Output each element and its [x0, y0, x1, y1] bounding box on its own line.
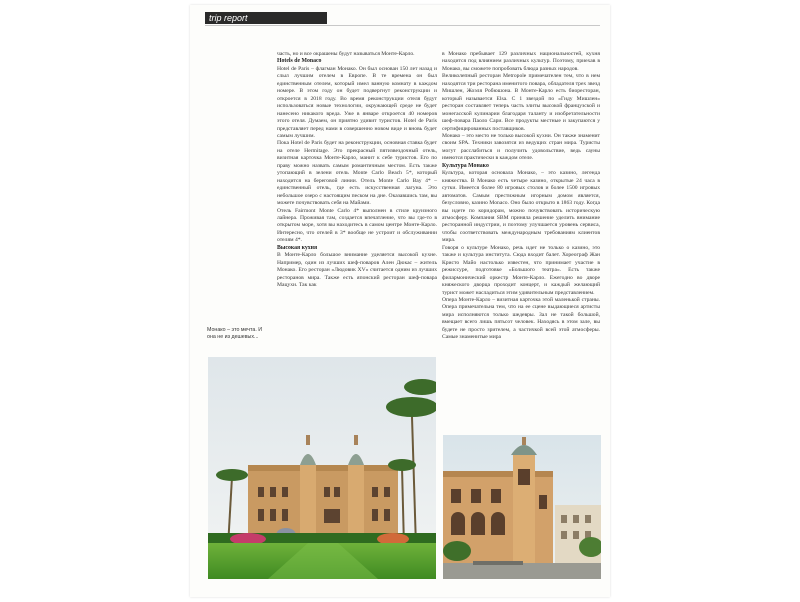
- article-column-right: [442, 51, 600, 342]
- magazine-page: [190, 5, 610, 597]
- paragraph: в Монако пребывает 129 различных национальностей, кухня находится под влиянием различных культур. Поэтому, приехав в Монако, вы сможете попробовать блюда разных народов.: [442, 51, 600, 72]
- paragraph: В Монте-Карло большое внимание уделяется высокой кухне. Например, один из лучших шеф-поваров Ален Дюкас – житель Монако. Его ресторан «Людовик XV» считается одним из лучших ресторанов мира. Также есть японский ресторан шеф-повара Мацухи. Так как: [277, 252, 437, 289]
- paragraph: Опера Монте-Карло – визитная карточка этой маленькой страны. Опера примечательна тем, что на ее сцене выдающиеся артисты мира исполняются только шедевры. Зал не такой большой, вмещает всего лишь пятьсот человек. Находясь в этом зале, вы будете не просто зрителем, а частичкой всей этой атмосферы. Самые знаменитые мира: [442, 296, 600, 341]
- photo-caption: Монако – это мечта. И она не из дешевых...: [207, 327, 263, 340]
- casino-photo: [208, 357, 436, 579]
- section-header-label: trip report: [209, 13, 248, 23]
- paragraph: Культура, которая основала Монако, – это казино, легенда княжества. В Монако есть четыре казино, открытые 24 часа в сутки. Имеется более 80 игровых столов и более 1500 игровых автоматов. Самым престижным игорным домом является, безусловно, казино Monaco. Оно было открыто в 1863 году. Когда вы идете по коридорам, можно почувствовать историческую атмосферу. Компания SBM приняла решение уделить внимание ресторанной индустрии, и поэтому улучшается уровень сервиса, чтобы соответствовать международным требованиям клиентов мира.: [442, 170, 600, 244]
- casino-facade-photo: [443, 435, 601, 579]
- article-column-left: [277, 51, 437, 290]
- paragraph: Пока Hotel de Paris будет на реконструкции, основная ставка будет на отеле Hermitage. Это прекрасный пятизвездочный отель, визитная карточка Монте-Карло, манит к себе туристов. Его по праву можно назвать самым романтичным местом. Есть также утопающий в зелени отель Monte Carlo Beach 5*, который находится на береговой линии. Отель Monte Carlo Bay 4* – единственный отель, где есть искусственная лагуна. Это небольшое озеро с настоящим песком на дне. Оказавшись там, вы можете почувствовать себя на Майами.: [277, 140, 437, 207]
- subheading-cuisine: Высокая кухня: [277, 244, 318, 251]
- paragraph: Монако – это место не только высокой кухни. Он также знаменит своим SPA. Техники завозятся из ведущих стран мира. Туристы могут расслабиться и получить удовольствие, ведь сауны имеются практически в каждом отеле.: [442, 132, 600, 162]
- paragraph: часть, но и все окрашены будут называться Монте-Карло.: [277, 51, 415, 57]
- paragraph: Отель Fairmont Monte Carlo 4* выполнен в стиле круизного лайнера. Проживая там, создается впечатление, что вы где-то в открытом море, хотя вы находитесь в самом центре Монте-Карло. Интересно, что отелей в 3* вообще не устроит и обслуживании отелям 4*.: [277, 207, 437, 244]
- header-divider: [205, 25, 600, 26]
- subheading-hotels: Hotels de Monaco: [277, 58, 322, 65]
- subheading-culture: Культура Монако: [442, 162, 489, 169]
- paragraph: Hotel de Paris – флагман Монако. Он был основан 150 лет назад и слыл лучшим отелем в Европе. В те времена он был единственным отелем, который имел ванную комнату в каждом номере. В этом году он будет подвергнут реконструкции и откроется в 2018 году. Во время реконструкции отеля будут использоваться новые технологии, окружающей среде не будет нанесено никакого вреда. Уже в январе откроется 40 номеров этого отеля. Думаем, он приятно удивит туристов. Hotel de Paris представляет перед нами в совершенно новом виде и вновь будет самым лучшим.: [277, 65, 437, 139]
- paragraph: Говоря о культуре Монако, речь идет не только о казино, это также и культура института. Сюда входит балет. Хореограф Жан Кристо Майо настолько известен, что принимает участие в режиссуре, подготовке «Большого театра». Есть также филармонический оркестр Монте-Карло. Ежегодно во дворе княжеского дворца проходит концерт, и каждый желающий турист может насладиться этим удивительным представлением.: [442, 244, 600, 296]
- paragraph: Великолепный ресторан Metropole примечателен тем, что в нем находятся три ресторана именитого повара, обладателя трех звезд Мишлен, Жоэля Робюшона. В Монте-Карло есть биоресторан, который называется Elsa. С 1 звездой по «Гиду Мишлен» ресторан составляет теперь часть элиты высокой французской и монегасской кулинарии благодаря таланту и изобретательности шеф-повара Паоло Сари. Все продукты местные и закупаются у сертифицированных поставщиков.: [442, 73, 600, 132]
